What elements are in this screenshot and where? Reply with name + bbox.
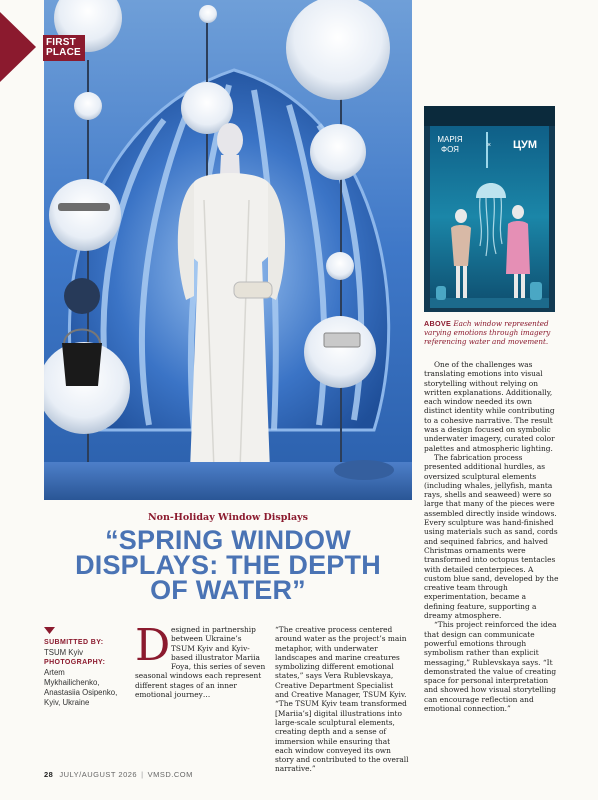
body-column-1: [135, 620, 266, 700]
issue-date: JULY/AUGUST 2026: [59, 770, 138, 779]
photography-credit-1: Artem: [44, 668, 65, 677]
side-photo-sign-cross: ×: [486, 142, 492, 149]
first-place-badge: [43, 35, 85, 61]
headline-line-2: DISPLAYS: THE DEPTH: [75, 550, 381, 580]
side-photo-sign-left-bottom: ФОЯ: [441, 145, 459, 154]
photo-caption: [424, 319, 558, 346]
body-paragraph-2: “The creative process centered around water as the project’s main metaphor, with underwater landscapes and marine creatures symbolizing different emotional states,” says Vera Rublevskaya, Creative Department Specialist and Creative Manager, TSUM Kyiv. “The TSUM Kyiv team transformed [Mariia’s] digital illustrations into large-scale sculptural elements, creating depth and a sense of immersion while ensuring that each window conveyed its own story and contributed to the overall narrative.”: [275, 625, 409, 774]
caption-text: Each window represented varying emotions through imagery referencing water and movement.: [424, 319, 551, 346]
body-paragraph-3: One of the challenges was translating emotions into visual storytelling without relying on written explanations. Additionally, each window needed its own distinct identity while contributing to a cohesive narrative. The result was a design focused on symbolic underwater imagery, curated color palettes and atmospheric lighting.: [424, 360, 555, 453]
body-paragraph-5: “This project reinforced the idea that design can communicate powerful emotions through symbolism rather than explicit messaging,” Rublevskaya says. “It demonstrated the value of creating space for personal interpretation and showed how visual storytelling can encourage reflection and emotional connection.”: [424, 620, 557, 713]
submitted-by-value: TSUM Kyiv: [44, 648, 83, 657]
body-paragraph-1: esigned in partnership between Ukraine’s TSUM Kyiv and Kyiv-based illustrator Mariia Foya, this series of seven seasonal windows each represent different stages of an inner emotional journey…: [135, 625, 266, 700]
side-photo-sign-left-top: МАРІЯ: [437, 135, 463, 144]
submitted-by-label: SUBMITTED BY:: [44, 639, 104, 646]
category-label: Non-Holiday Window Displays: [148, 512, 308, 523]
article-headline: [44, 525, 412, 605]
body-paragraph-4: The fabrication process presented additional hurdles, as oversized sculptural elements (including whales, jellyfish, manta rays, shells and seaweed) were so large that many of the pieces were assembled directly inside windows. Every sculpture was hand-finished using materials such as sand, cords and sequined fabrics, and halved Christmas ornaments were transformed into octopus tentacles with detailed centerpieces. A custom blue sand, developed by the creative team through experimentation, became a defining feature, supporting a dreamy atmosphere.: [424, 452, 559, 621]
main-window-photo: [44, 0, 412, 500]
footer-separator: |: [141, 770, 144, 779]
photography-credit-2: Mykhailichenko,: [44, 678, 100, 687]
side-photo-sign-right: ЦУМ: [512, 139, 538, 151]
headline-line-3: OF WATER”: [150, 575, 306, 605]
photography-credit-3: Anastasiia Osipenko,: [44, 688, 118, 697]
body-column-2: [275, 625, 409, 774]
headline-line-1: “SPRING WINDOW: [105, 525, 351, 555]
page-footer: [44, 770, 344, 779]
badge-line-1: FIRST: [46, 37, 76, 48]
credits-block: [44, 638, 126, 708]
side-window-photo: [424, 106, 555, 312]
page-number: 28: [44, 770, 54, 779]
photography-credit-4: Kyiv, Ukraine: [44, 698, 90, 707]
credits-triangle-icon: [44, 627, 55, 634]
drop-cap: D: [135, 620, 171, 671]
badge-line-2: PLACE: [46, 47, 81, 58]
body-column-3: [424, 360, 559, 713]
website-link[interactable]: VMSD.COM: [147, 770, 193, 779]
caption-label: ABOVE: [424, 319, 452, 328]
photography-label: PHOTOGRAPHY:: [44, 659, 106, 666]
corner-triangle-icon: [0, 12, 36, 82]
